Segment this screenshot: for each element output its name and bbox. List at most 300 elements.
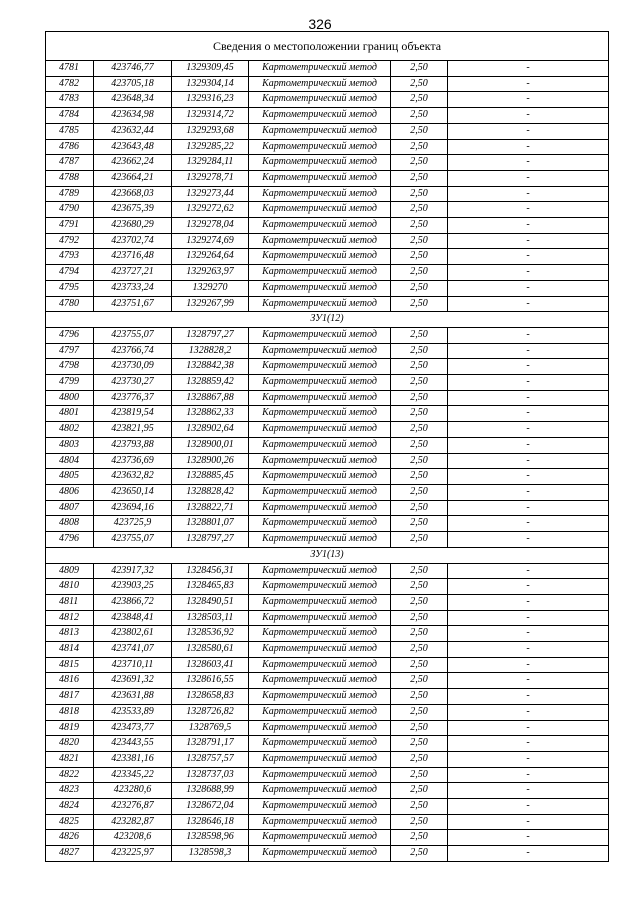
point-number-cell: 4790	[46, 202, 94, 218]
method-cell: Картометрический метод	[249, 390, 391, 406]
y-coordinate-cell: 1329267,99	[172, 296, 249, 312]
accuracy-cell: 2,50	[391, 186, 448, 202]
method-cell: Картометрический метод	[249, 76, 391, 92]
section-title: ЗУ1(12)	[46, 312, 609, 328]
x-coordinate-cell: 423632,44	[94, 123, 172, 139]
y-coordinate-cell: 1328902,64	[172, 422, 249, 438]
x-coordinate-cell: 423793,88	[94, 437, 172, 453]
method-cell: Картометрический метод	[249, 484, 391, 500]
accuracy-cell: 2,50	[391, 343, 448, 359]
x-coordinate-cell: 423710,11	[94, 657, 172, 673]
accuracy-cell: 2,50	[391, 626, 448, 642]
accuracy-cell: 2,50	[391, 500, 448, 516]
description-cell: -	[448, 642, 609, 658]
y-coordinate-cell: 1329274,69	[172, 233, 249, 249]
point-number-cell: 4797	[46, 343, 94, 359]
accuracy-cell: 2,50	[391, 249, 448, 265]
x-coordinate-cell: 423702,74	[94, 233, 172, 249]
accuracy-cell: 2,50	[391, 327, 448, 343]
accuracy-cell: 2,50	[391, 751, 448, 767]
table-header: Сведения о местоположении границ объекта	[46, 32, 609, 61]
y-coordinate-cell: 1328801,07	[172, 516, 249, 532]
x-coordinate-cell: 423802,61	[94, 626, 172, 642]
description-cell: -	[448, 265, 609, 281]
accuracy-cell: 2,50	[391, 484, 448, 500]
method-cell: Картометрический метод	[249, 139, 391, 155]
description-cell: -	[448, 563, 609, 579]
description-cell: -	[448, 92, 609, 108]
x-coordinate-cell: 423634,98	[94, 108, 172, 124]
method-cell: Картометрический метод	[249, 123, 391, 139]
table-row	[46, 594, 609, 610]
table-row	[46, 265, 609, 281]
y-coordinate-cell: 1329284,11	[172, 155, 249, 171]
x-coordinate-cell: 423643,48	[94, 139, 172, 155]
method-cell: Картометрический метод	[249, 767, 391, 783]
description-cell: -	[448, 830, 609, 846]
accuracy-cell: 2,50	[391, 767, 448, 783]
method-cell: Картометрический метод	[249, 453, 391, 469]
description-cell: -	[448, 704, 609, 720]
description-cell: -	[448, 437, 609, 453]
y-coordinate-cell: 1328859,42	[172, 375, 249, 391]
method-cell: Картометрический метод	[249, 469, 391, 485]
method-cell: Картометрический метод	[249, 202, 391, 218]
point-number-cell: 4807	[46, 500, 94, 516]
description-cell: -	[448, 249, 609, 265]
x-coordinate-cell: 423280,6	[94, 783, 172, 799]
method-cell: Картометрический метод	[249, 563, 391, 579]
x-coordinate-cell: 423848,41	[94, 610, 172, 626]
method-cell: Картометрический метод	[249, 155, 391, 171]
description-cell: -	[448, 422, 609, 438]
point-number-cell: 4814	[46, 642, 94, 658]
method-cell: Картометрический метод	[249, 594, 391, 610]
y-coordinate-cell: 1328598,96	[172, 830, 249, 846]
x-coordinate-cell: 423755,07	[94, 327, 172, 343]
x-coordinate-cell: 423664,21	[94, 170, 172, 186]
x-coordinate-cell: 423533,89	[94, 704, 172, 720]
table-row	[46, 846, 609, 862]
table-row	[46, 437, 609, 453]
point-number-cell: 4795	[46, 280, 94, 296]
section-title: ЗУ1(13)	[46, 547, 609, 563]
section-row	[46, 312, 609, 328]
x-coordinate-cell: 423208,6	[94, 830, 172, 846]
description-cell: -	[448, 532, 609, 548]
point-number-cell: 4819	[46, 720, 94, 736]
method-cell: Картометрический метод	[249, 249, 391, 265]
table-row	[46, 642, 609, 658]
table-row	[46, 327, 609, 343]
table-row	[46, 218, 609, 234]
point-number-cell: 4823	[46, 783, 94, 799]
description-cell: -	[448, 155, 609, 171]
section-row	[46, 547, 609, 563]
method-cell: Картометрический метод	[249, 720, 391, 736]
x-coordinate-cell: 423443,55	[94, 736, 172, 752]
method-cell: Картометрический метод	[249, 500, 391, 516]
x-coordinate-cell: 423751,67	[94, 296, 172, 312]
accuracy-cell: 2,50	[391, 422, 448, 438]
table-row	[46, 375, 609, 391]
table-row	[46, 814, 609, 830]
point-number-cell: 4787	[46, 155, 94, 171]
description-cell: -	[448, 406, 609, 422]
table-row	[46, 563, 609, 579]
method-cell: Картометрический метод	[249, 642, 391, 658]
y-coordinate-cell: 1328688,99	[172, 783, 249, 799]
method-cell: Картометрический метод	[249, 359, 391, 375]
y-coordinate-cell: 1328737,03	[172, 767, 249, 783]
table-row	[46, 123, 609, 139]
table-body	[46, 32, 609, 862]
accuracy-cell: 2,50	[391, 108, 448, 124]
method-cell: Картометрический метод	[249, 375, 391, 391]
table-row	[46, 280, 609, 296]
x-coordinate-cell: 423755,07	[94, 532, 172, 548]
accuracy-cell: 2,50	[391, 799, 448, 815]
accuracy-cell: 2,50	[391, 689, 448, 705]
description-cell: -	[448, 516, 609, 532]
page-number: 326	[308, 16, 332, 32]
description-cell: -	[448, 610, 609, 626]
point-number-cell: 4812	[46, 610, 94, 626]
point-number-cell: 4825	[46, 814, 94, 830]
table-row	[46, 139, 609, 155]
point-number-cell: 4798	[46, 359, 94, 375]
y-coordinate-cell: 1329272,62	[172, 202, 249, 218]
x-coordinate-cell: 423694,16	[94, 500, 172, 516]
accuracy-cell: 2,50	[391, 202, 448, 218]
x-coordinate-cell: 423650,14	[94, 484, 172, 500]
point-number-cell: 4782	[46, 76, 94, 92]
table-row	[46, 783, 609, 799]
x-coordinate-cell: 423675,39	[94, 202, 172, 218]
point-number-cell: 4783	[46, 92, 94, 108]
y-coordinate-cell: 1328900,01	[172, 437, 249, 453]
description-cell: -	[448, 814, 609, 830]
y-coordinate-cell: 1328900,26	[172, 453, 249, 469]
y-coordinate-cell: 1329273,44	[172, 186, 249, 202]
x-coordinate-cell: 423662,24	[94, 155, 172, 171]
table-row	[46, 610, 609, 626]
y-coordinate-cell: 1329263,97	[172, 265, 249, 281]
table-row	[46, 296, 609, 312]
point-number-cell: 4793	[46, 249, 94, 265]
x-coordinate-cell: 423746,77	[94, 61, 172, 77]
point-number-cell: 4820	[46, 736, 94, 752]
accuracy-cell: 2,50	[391, 736, 448, 752]
x-coordinate-cell: 423680,29	[94, 218, 172, 234]
x-coordinate-cell: 423903,25	[94, 579, 172, 595]
accuracy-cell: 2,50	[391, 642, 448, 658]
method-cell: Картометрический метод	[249, 814, 391, 830]
description-cell: -	[448, 453, 609, 469]
point-number-cell: 4803	[46, 437, 94, 453]
method-cell: Картометрический метод	[249, 846, 391, 862]
description-cell: -	[448, 751, 609, 767]
description-cell: -	[448, 108, 609, 124]
table-row	[46, 689, 609, 705]
description-cell: -	[448, 579, 609, 595]
description-cell: -	[448, 626, 609, 642]
x-coordinate-cell: 423730,09	[94, 359, 172, 375]
x-coordinate-cell: 423741,07	[94, 642, 172, 658]
y-coordinate-cell: 1329309,45	[172, 61, 249, 77]
accuracy-cell: 2,50	[391, 657, 448, 673]
y-coordinate-cell: 1329316,23	[172, 92, 249, 108]
table-row	[46, 76, 609, 92]
accuracy-cell: 2,50	[391, 218, 448, 234]
y-coordinate-cell: 1328726,82	[172, 704, 249, 720]
point-number-cell: 4827	[46, 846, 94, 862]
method-cell: Картометрический метод	[249, 704, 391, 720]
table-row	[46, 799, 609, 815]
method-cell: Картометрический метод	[249, 406, 391, 422]
description-cell: -	[448, 139, 609, 155]
method-cell: Картометрический метод	[249, 736, 391, 752]
point-number-cell: 4821	[46, 751, 94, 767]
description-cell: -	[448, 736, 609, 752]
table-row	[46, 359, 609, 375]
method-cell: Картометрический метод	[249, 610, 391, 626]
description-cell: -	[448, 327, 609, 343]
accuracy-cell: 2,50	[391, 469, 448, 485]
table-row	[46, 233, 609, 249]
point-number-cell: 4788	[46, 170, 94, 186]
point-number-cell: 4816	[46, 673, 94, 689]
table-row	[46, 61, 609, 77]
x-coordinate-cell: 423381,16	[94, 751, 172, 767]
description-cell: -	[448, 280, 609, 296]
description-cell: -	[448, 170, 609, 186]
point-number-cell: 4799	[46, 375, 94, 391]
description-cell: -	[448, 186, 609, 202]
point-number-cell: 4811	[46, 594, 94, 610]
accuracy-cell: 2,50	[391, 265, 448, 281]
point-number-cell: 4808	[46, 516, 94, 532]
description-cell: -	[448, 359, 609, 375]
accuracy-cell: 2,50	[391, 359, 448, 375]
description-cell: -	[448, 594, 609, 610]
point-number-cell: 4780	[46, 296, 94, 312]
table-row	[46, 186, 609, 202]
point-number-cell: 4802	[46, 422, 94, 438]
point-number-cell: 4785	[46, 123, 94, 139]
method-cell: Картометрический метод	[249, 343, 391, 359]
x-coordinate-cell: 423727,21	[94, 265, 172, 281]
y-coordinate-cell: 1329278,04	[172, 218, 249, 234]
method-cell: Картометрический метод	[249, 830, 391, 846]
table-row	[46, 249, 609, 265]
method-cell: Картометрический метод	[249, 280, 391, 296]
point-number-cell: 4822	[46, 767, 94, 783]
description-cell: -	[448, 375, 609, 391]
accuracy-cell: 2,50	[391, 296, 448, 312]
method-cell: Картометрический метод	[249, 673, 391, 689]
method-cell: Картометрический метод	[249, 296, 391, 312]
y-coordinate-cell: 1328828,2	[172, 343, 249, 359]
accuracy-cell: 2,50	[391, 375, 448, 391]
method-cell: Картометрический метод	[249, 437, 391, 453]
point-number-cell: 4792	[46, 233, 94, 249]
y-coordinate-cell: 1329264,64	[172, 249, 249, 265]
y-coordinate-cell: 1328616,55	[172, 673, 249, 689]
accuracy-cell: 2,50	[391, 594, 448, 610]
table-row	[46, 170, 609, 186]
accuracy-cell: 2,50	[391, 139, 448, 155]
point-number-cell: 4805	[46, 469, 94, 485]
y-coordinate-cell: 1328580,61	[172, 642, 249, 658]
table-row	[46, 500, 609, 516]
y-coordinate-cell: 1328867,88	[172, 390, 249, 406]
point-number-cell: 4796	[46, 327, 94, 343]
table-row	[46, 484, 609, 500]
boundary-table-wrapper	[45, 31, 608, 862]
accuracy-cell: 2,50	[391, 61, 448, 77]
y-coordinate-cell: 1328885,45	[172, 469, 249, 485]
description-cell: -	[448, 484, 609, 500]
accuracy-cell: 2,50	[391, 532, 448, 548]
point-number-cell: 4804	[46, 453, 94, 469]
point-number-cell: 4789	[46, 186, 94, 202]
method-cell: Картометрический метод	[249, 751, 391, 767]
x-coordinate-cell: 423632,82	[94, 469, 172, 485]
y-coordinate-cell: 1328769,5	[172, 720, 249, 736]
description-cell: -	[448, 233, 609, 249]
x-coordinate-cell: 423648,34	[94, 92, 172, 108]
y-coordinate-cell: 1329304,14	[172, 76, 249, 92]
accuracy-cell: 2,50	[391, 830, 448, 846]
method-cell: Картометрический метод	[249, 799, 391, 815]
x-coordinate-cell: 423766,74	[94, 343, 172, 359]
method-cell: Картометрический метод	[249, 218, 391, 234]
description-cell: -	[448, 689, 609, 705]
point-number-cell: 4800	[46, 390, 94, 406]
point-number-cell: 4813	[46, 626, 94, 642]
method-cell: Картометрический метод	[249, 532, 391, 548]
y-coordinate-cell: 1328797,27	[172, 532, 249, 548]
x-coordinate-cell: 423733,24	[94, 280, 172, 296]
method-cell: Картометрический метод	[249, 233, 391, 249]
accuracy-cell: 2,50	[391, 720, 448, 736]
accuracy-cell: 2,50	[391, 155, 448, 171]
table-row	[46, 422, 609, 438]
point-number-cell: 4826	[46, 830, 94, 846]
table-row	[46, 767, 609, 783]
table-row	[46, 108, 609, 124]
table-row	[46, 202, 609, 218]
point-number-cell: 4796	[46, 532, 94, 548]
x-coordinate-cell: 423668,03	[94, 186, 172, 202]
method-cell: Картометрический метод	[249, 657, 391, 673]
y-coordinate-cell: 1328465,83	[172, 579, 249, 595]
x-coordinate-cell: 423631,88	[94, 689, 172, 705]
accuracy-cell: 2,50	[391, 453, 448, 469]
table-row	[46, 657, 609, 673]
description-cell: -	[448, 123, 609, 139]
x-coordinate-cell: 423736,69	[94, 453, 172, 469]
y-coordinate-cell: 1328797,27	[172, 327, 249, 343]
y-coordinate-cell: 1328791,17	[172, 736, 249, 752]
table-row	[46, 704, 609, 720]
method-cell: Картометрический метод	[249, 689, 391, 705]
table-row	[46, 736, 609, 752]
table-row	[46, 155, 609, 171]
table-row	[46, 532, 609, 548]
point-number-cell: 4791	[46, 218, 94, 234]
y-coordinate-cell: 1328490,51	[172, 594, 249, 610]
method-cell: Картометрический метод	[249, 92, 391, 108]
y-coordinate-cell: 1328842,38	[172, 359, 249, 375]
x-coordinate-cell: 423473,77	[94, 720, 172, 736]
table-row	[46, 626, 609, 642]
accuracy-cell: 2,50	[391, 390, 448, 406]
description-cell: -	[448, 799, 609, 815]
description-cell: -	[448, 469, 609, 485]
y-coordinate-cell: 1329285,22	[172, 139, 249, 155]
point-number-cell: 4806	[46, 484, 94, 500]
accuracy-cell: 2,50	[391, 846, 448, 862]
method-cell: Картометрический метод	[249, 783, 391, 799]
table-row	[46, 579, 609, 595]
accuracy-cell: 2,50	[391, 673, 448, 689]
description-cell: -	[448, 296, 609, 312]
point-number-cell: 4810	[46, 579, 94, 595]
table-row	[46, 830, 609, 846]
accuracy-cell: 2,50	[391, 437, 448, 453]
description-cell: -	[448, 202, 609, 218]
y-coordinate-cell: 1328672,04	[172, 799, 249, 815]
y-coordinate-cell: 1328822,71	[172, 500, 249, 516]
description-cell: -	[448, 343, 609, 359]
description-cell: -	[448, 783, 609, 799]
accuracy-cell: 2,50	[391, 92, 448, 108]
table-row	[46, 406, 609, 422]
x-coordinate-cell: 423821,95	[94, 422, 172, 438]
accuracy-cell: 2,50	[391, 233, 448, 249]
point-number-cell: 4794	[46, 265, 94, 281]
table-header-row	[46, 32, 609, 61]
table-row	[46, 516, 609, 532]
method-cell: Картометрический метод	[249, 265, 391, 281]
y-coordinate-cell: 1329293,68	[172, 123, 249, 139]
table-row	[46, 720, 609, 736]
table-row	[46, 469, 609, 485]
y-coordinate-cell: 1328598,3	[172, 846, 249, 862]
description-cell: -	[448, 390, 609, 406]
y-coordinate-cell: 1328646,18	[172, 814, 249, 830]
x-coordinate-cell: 423917,32	[94, 563, 172, 579]
y-coordinate-cell: 1329278,71	[172, 170, 249, 186]
accuracy-cell: 2,50	[391, 579, 448, 595]
point-number-cell: 4809	[46, 563, 94, 579]
y-coordinate-cell: 1328536,92	[172, 626, 249, 642]
point-number-cell: 4801	[46, 406, 94, 422]
accuracy-cell: 2,50	[391, 170, 448, 186]
point-number-cell: 4817	[46, 689, 94, 705]
method-cell: Картометрический метод	[249, 61, 391, 77]
accuracy-cell: 2,50	[391, 76, 448, 92]
table-row	[46, 343, 609, 359]
table-row	[46, 92, 609, 108]
accuracy-cell: 2,50	[391, 280, 448, 296]
method-cell: Картометрический метод	[249, 108, 391, 124]
description-cell: -	[448, 218, 609, 234]
y-coordinate-cell: 1328503,11	[172, 610, 249, 626]
method-cell: Картометрический метод	[249, 186, 391, 202]
